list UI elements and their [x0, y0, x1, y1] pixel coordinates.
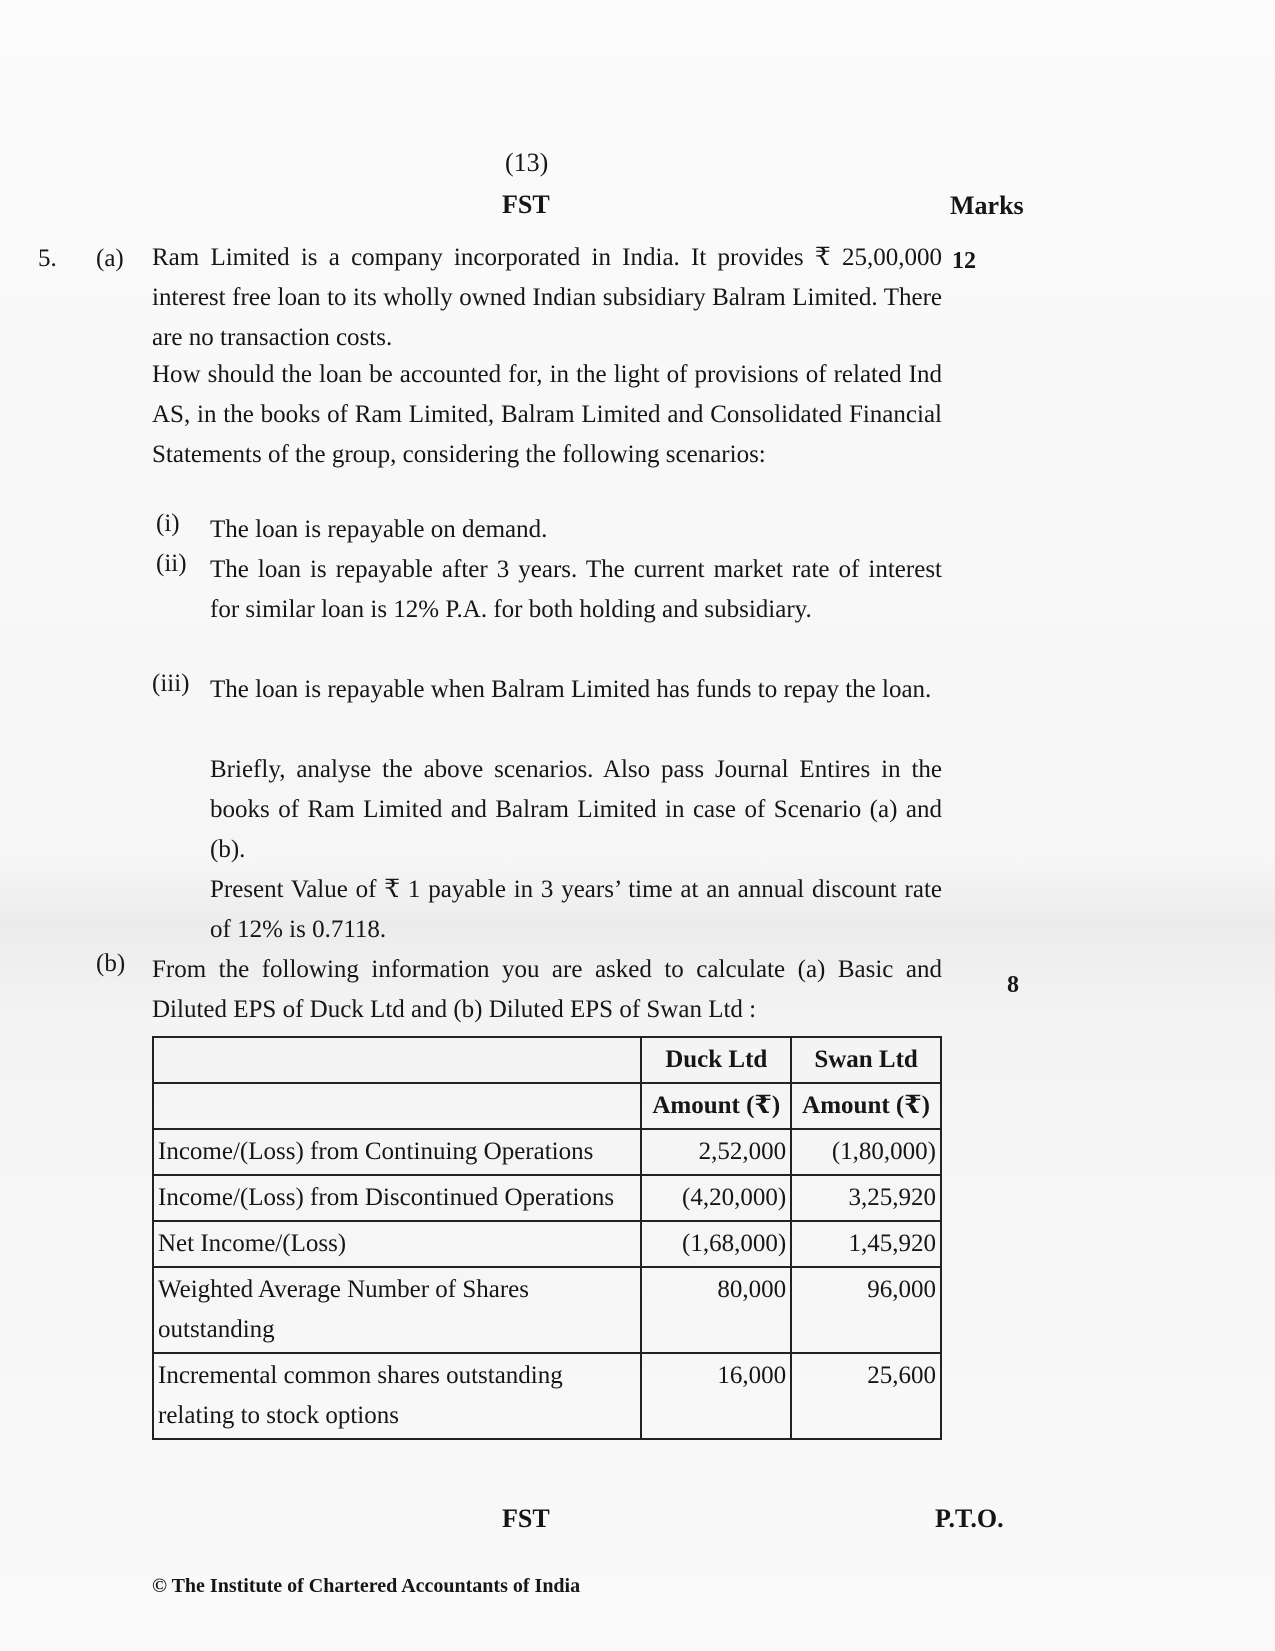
part-a-question: How should the loan be accounted for, in the light of provisions of related Ind AS, in the books of Ram Limited, Balram Limited and Consolidated Financial Statements of the group, considering the following scenarios: — [152, 361, 942, 468]
scenario-text: The loan is repayable when Balram Limited has funds to repay the loan. — [210, 676, 932, 703]
question-number: 5. — [38, 245, 57, 272]
scenario-label: (iii) — [152, 670, 190, 697]
swan-value: 1,45,920 — [791, 1221, 941, 1267]
row-label: Weighted Average Number of Shares outstanding — [153, 1267, 641, 1353]
duck-header: Duck Ltd — [641, 1037, 791, 1083]
duck-amount-header: Amount (₹) — [641, 1083, 791, 1129]
row-label: Income/(Loss) from Continuing Operations — [153, 1129, 641, 1175]
scenario-label: (i) — [156, 510, 180, 537]
row-label: Net Income/(Loss) — [153, 1221, 641, 1267]
swan-value: (1,80,000) — [791, 1129, 941, 1175]
paper-code-header: FST — [502, 190, 550, 219]
swan-value: 96,000 — [791, 1267, 941, 1353]
row-label: Income/(Loss) from Discontinued Operations — [153, 1175, 641, 1221]
swan-amount-header: Amount (₹) — [791, 1083, 941, 1129]
swan-header: Swan Ltd — [791, 1037, 941, 1083]
part-b-text: From the following information you are asked to calculate (a) Basic and Diluted EPS of Duck Ltd and (b) Diluted EPS of Swan Ltd : — [152, 956, 942, 1023]
table-row — [153, 1353, 941, 1439]
part-b-marks: 8 — [1007, 972, 1019, 998]
scenario-text: The loan is repayable after 3 years. The current market rate of interest for similar loan is 12% P.A. for both holding and subsidiary. — [210, 556, 942, 623]
scenario-label: (ii) — [156, 550, 187, 577]
page-number: (13) — [505, 148, 549, 177]
table-header-row — [153, 1037, 941, 1083]
table-row — [153, 1221, 941, 1267]
duck-value: 16,000 — [641, 1353, 791, 1439]
copyright-notice: © The Institute of Chartered Accountants of India — [152, 1575, 581, 1597]
table-row — [153, 1267, 941, 1353]
part-b-label: (b) — [96, 950, 126, 977]
empty-header-cell — [153, 1083, 641, 1129]
part-a-intro: Ram Limited is a company incorporated in India. It provides ₹ 25,00,000 interest free loan to its wholly owned Indian subsidiary Balram Limited. There are no transaction costs. — [152, 244, 942, 351]
part-a-label: (a) — [96, 245, 124, 272]
swan-value: 3,25,920 — [791, 1175, 941, 1221]
part-a-marks: 12 — [952, 248, 976, 274]
duck-value: (1,68,000) — [641, 1221, 791, 1267]
eps-data-table — [152, 1036, 942, 1440]
duck-value: (4,20,000) — [641, 1175, 791, 1221]
duck-value: 80,000 — [641, 1267, 791, 1353]
paper-code-footer: FST — [502, 1504, 550, 1533]
empty-header-cell — [153, 1037, 641, 1083]
present-value-note: Present Value of ₹ 1 payable in 3 years’ time at an annual discount rate of 12% is 0.7118. — [210, 876, 942, 943]
table-row — [153, 1129, 941, 1175]
part-a-instruction: Briefly, analyse the above scenarios. Also pass Journal Entires in the books of Ram Limited and Balram Limited in case of Scenario (a) and (b). — [210, 756, 942, 863]
table-row — [153, 1175, 941, 1221]
marks-heading: Marks — [950, 191, 1024, 220]
table-subheader-row — [153, 1083, 941, 1129]
duck-value: 2,52,000 — [641, 1129, 791, 1175]
row-label: Incremental common shares outstanding relating to stock options — [153, 1353, 641, 1439]
scenario-text: The loan is repayable on demand. — [210, 516, 548, 543]
swan-value: 25,600 — [791, 1353, 941, 1439]
pto-label: P.T.O. — [935, 1504, 1004, 1533]
